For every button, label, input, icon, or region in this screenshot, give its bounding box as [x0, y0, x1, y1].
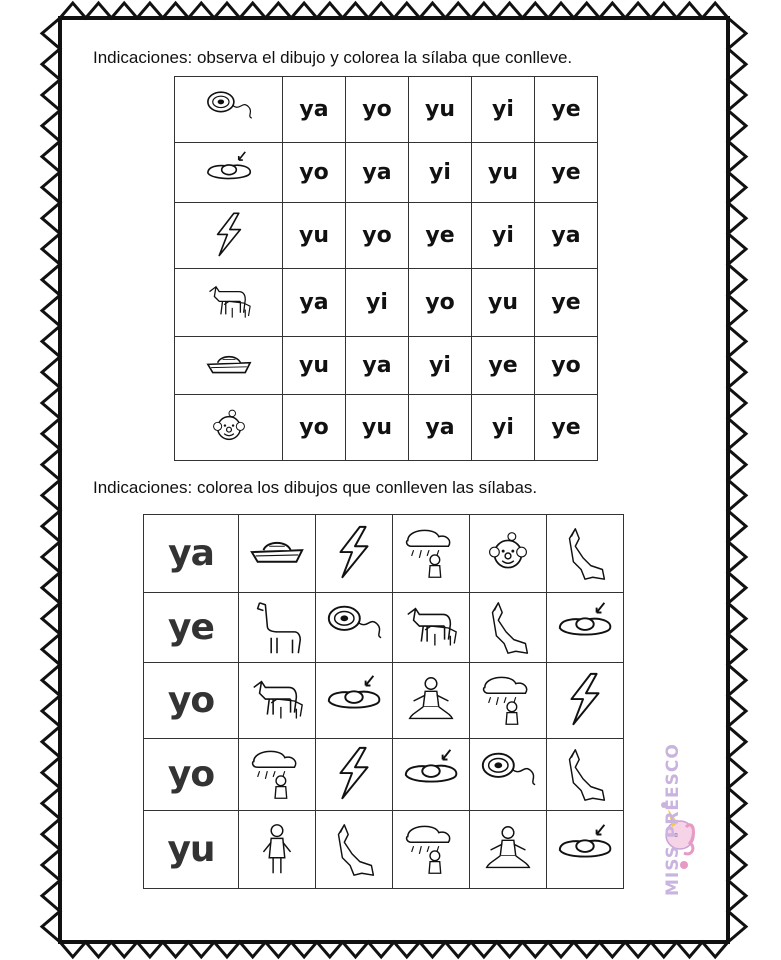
- syllable-option[interactable]: ya: [535, 203, 598, 269]
- picture-cell: [175, 337, 283, 395]
- picture-option[interactable]: [547, 739, 624, 811]
- picture-row: [144, 739, 624, 811]
- picture-option[interactable]: [470, 811, 547, 889]
- fried-egg-icon: [321, 670, 387, 732]
- rain-girl-icon: [398, 523, 464, 585]
- instruction-1: Indicaciones: observa el dibujo y colorea la sílaba que conlleve.: [93, 48, 573, 67]
- instruction-2: Indicaciones: colorea los dibujos que conlleven las sílabas.: [93, 478, 538, 497]
- picture-table: [143, 514, 624, 889]
- syllable-option[interactable]: yi: [472, 395, 535, 461]
- horses-icon: [189, 277, 269, 329]
- syllable-option[interactable]: ye: [535, 143, 598, 203]
- syllable-option[interactable]: yo: [409, 269, 472, 337]
- syllable-row: [175, 395, 598, 461]
- syllable-row: [175, 337, 598, 395]
- fried-egg-icon: [552, 597, 618, 659]
- syllable-option[interactable]: yi: [409, 143, 472, 203]
- picture-option[interactable]: [470, 739, 547, 811]
- picture-option[interactable]: [547, 811, 624, 889]
- llama-icon: [244, 597, 310, 659]
- boat-icon: [189, 340, 269, 392]
- watermark-text: MISS PREESCO: [663, 743, 683, 896]
- picture-row: [144, 811, 624, 889]
- picture-option[interactable]: [393, 663, 470, 739]
- picture-option[interactable]: [239, 811, 316, 889]
- syllable-label: yo: [144, 663, 239, 739]
- picture-option[interactable]: [470, 593, 547, 663]
- syllable-option[interactable]: yi: [409, 337, 472, 395]
- yoga-girl-icon: [475, 819, 541, 881]
- yoga-girl-icon: [398, 670, 464, 732]
- picture-option[interactable]: [316, 593, 393, 663]
- picture-row: [144, 515, 624, 593]
- coyote-icon: [321, 819, 387, 881]
- picture-option[interactable]: [316, 811, 393, 889]
- yoyo-icon: [321, 597, 387, 659]
- syllable-row: [175, 203, 598, 269]
- picture-option[interactable]: [393, 811, 470, 889]
- syllable-option[interactable]: yo: [535, 337, 598, 395]
- fried-egg-icon: [552, 819, 618, 881]
- syllable-option[interactable]: ya: [346, 337, 409, 395]
- syllable-label: ya: [144, 515, 239, 593]
- picture-cell: [175, 203, 283, 269]
- syllable-option[interactable]: yu: [472, 143, 535, 203]
- rain-girl-icon: [244, 744, 310, 806]
- syllable-row: [175, 143, 598, 203]
- girl-icon: [244, 819, 310, 881]
- lightning-icon: [321, 523, 387, 585]
- picture-option[interactable]: [316, 515, 393, 593]
- picture-option[interactable]: [316, 663, 393, 739]
- picture-option[interactable]: [393, 739, 470, 811]
- lightning-icon: [321, 744, 387, 806]
- syllable-option[interactable]: ye: [535, 77, 598, 143]
- syllable-row: [175, 269, 598, 337]
- picture-option[interactable]: [393, 515, 470, 593]
- horses-icon: [398, 597, 464, 659]
- syllable-option[interactable]: yu: [283, 203, 346, 269]
- syllable-option[interactable]: ye: [535, 269, 598, 337]
- picture-cell: [175, 77, 283, 143]
- syllable-option[interactable]: yi: [472, 203, 535, 269]
- lightning-icon: [189, 210, 269, 262]
- fried-egg-icon: [398, 744, 464, 806]
- syllable-label: ye: [144, 593, 239, 663]
- syllable-option[interactable]: yi: [346, 269, 409, 337]
- syllable-option[interactable]: yu: [472, 269, 535, 337]
- syllable-option[interactable]: ya: [409, 395, 472, 461]
- clown-icon: [475, 523, 541, 585]
- picture-option[interactable]: [239, 515, 316, 593]
- picture-option[interactable]: [239, 663, 316, 739]
- coyote-icon: [475, 597, 541, 659]
- picture-row: [144, 593, 624, 663]
- yoyo-icon: [475, 744, 541, 806]
- picture-option[interactable]: [547, 515, 624, 593]
- coyote-icon: [552, 744, 618, 806]
- picture-option[interactable]: [470, 663, 547, 739]
- syllable-label: yu: [144, 811, 239, 889]
- syllable-option[interactable]: yi: [472, 77, 535, 143]
- syllable-option[interactable]: ye: [409, 203, 472, 269]
- syllable-option[interactable]: yu: [346, 395, 409, 461]
- syllable-option[interactable]: ya: [283, 77, 346, 143]
- syllable-option[interactable]: yo: [283, 143, 346, 203]
- lightning-icon: [552, 670, 618, 732]
- fried-egg-icon: [189, 147, 269, 199]
- picture-option[interactable]: [239, 593, 316, 663]
- clown-icon: [189, 402, 269, 454]
- boat-icon: [244, 523, 310, 585]
- syllable-option[interactable]: ye: [535, 395, 598, 461]
- syllable-option[interactable]: ya: [346, 143, 409, 203]
- syllable-option[interactable]: yu: [409, 77, 472, 143]
- picture-cell: [175, 395, 283, 461]
- picture-option[interactable]: [393, 593, 470, 663]
- syllable-option[interactable]: ye: [472, 337, 535, 395]
- horses-icon: [244, 670, 310, 732]
- rain-girl-icon: [398, 819, 464, 881]
- coyote-icon: [552, 523, 618, 585]
- picture-cell: [175, 143, 283, 203]
- picture-option[interactable]: [470, 515, 547, 593]
- yoyo-icon: [189, 84, 269, 136]
- picture-cell: [175, 269, 283, 337]
- picture-option[interactable]: [239, 739, 316, 811]
- picture-option[interactable]: [547, 593, 624, 663]
- syllable-label: yo: [144, 739, 239, 811]
- syllable-option[interactable]: yo: [346, 77, 409, 143]
- picture-option[interactable]: [316, 739, 393, 811]
- picture-option[interactable]: [547, 663, 624, 739]
- syllable-row: [175, 77, 598, 143]
- syllable-option[interactable]: yo: [283, 395, 346, 461]
- rain-girl-icon: [475, 670, 541, 732]
- picture-row: [144, 663, 624, 739]
- syllable-option[interactable]: yu: [283, 337, 346, 395]
- syllable-option[interactable]: ya: [283, 269, 346, 337]
- syllable-table: [174, 76, 598, 461]
- syllable-option[interactable]: yo: [346, 203, 409, 269]
